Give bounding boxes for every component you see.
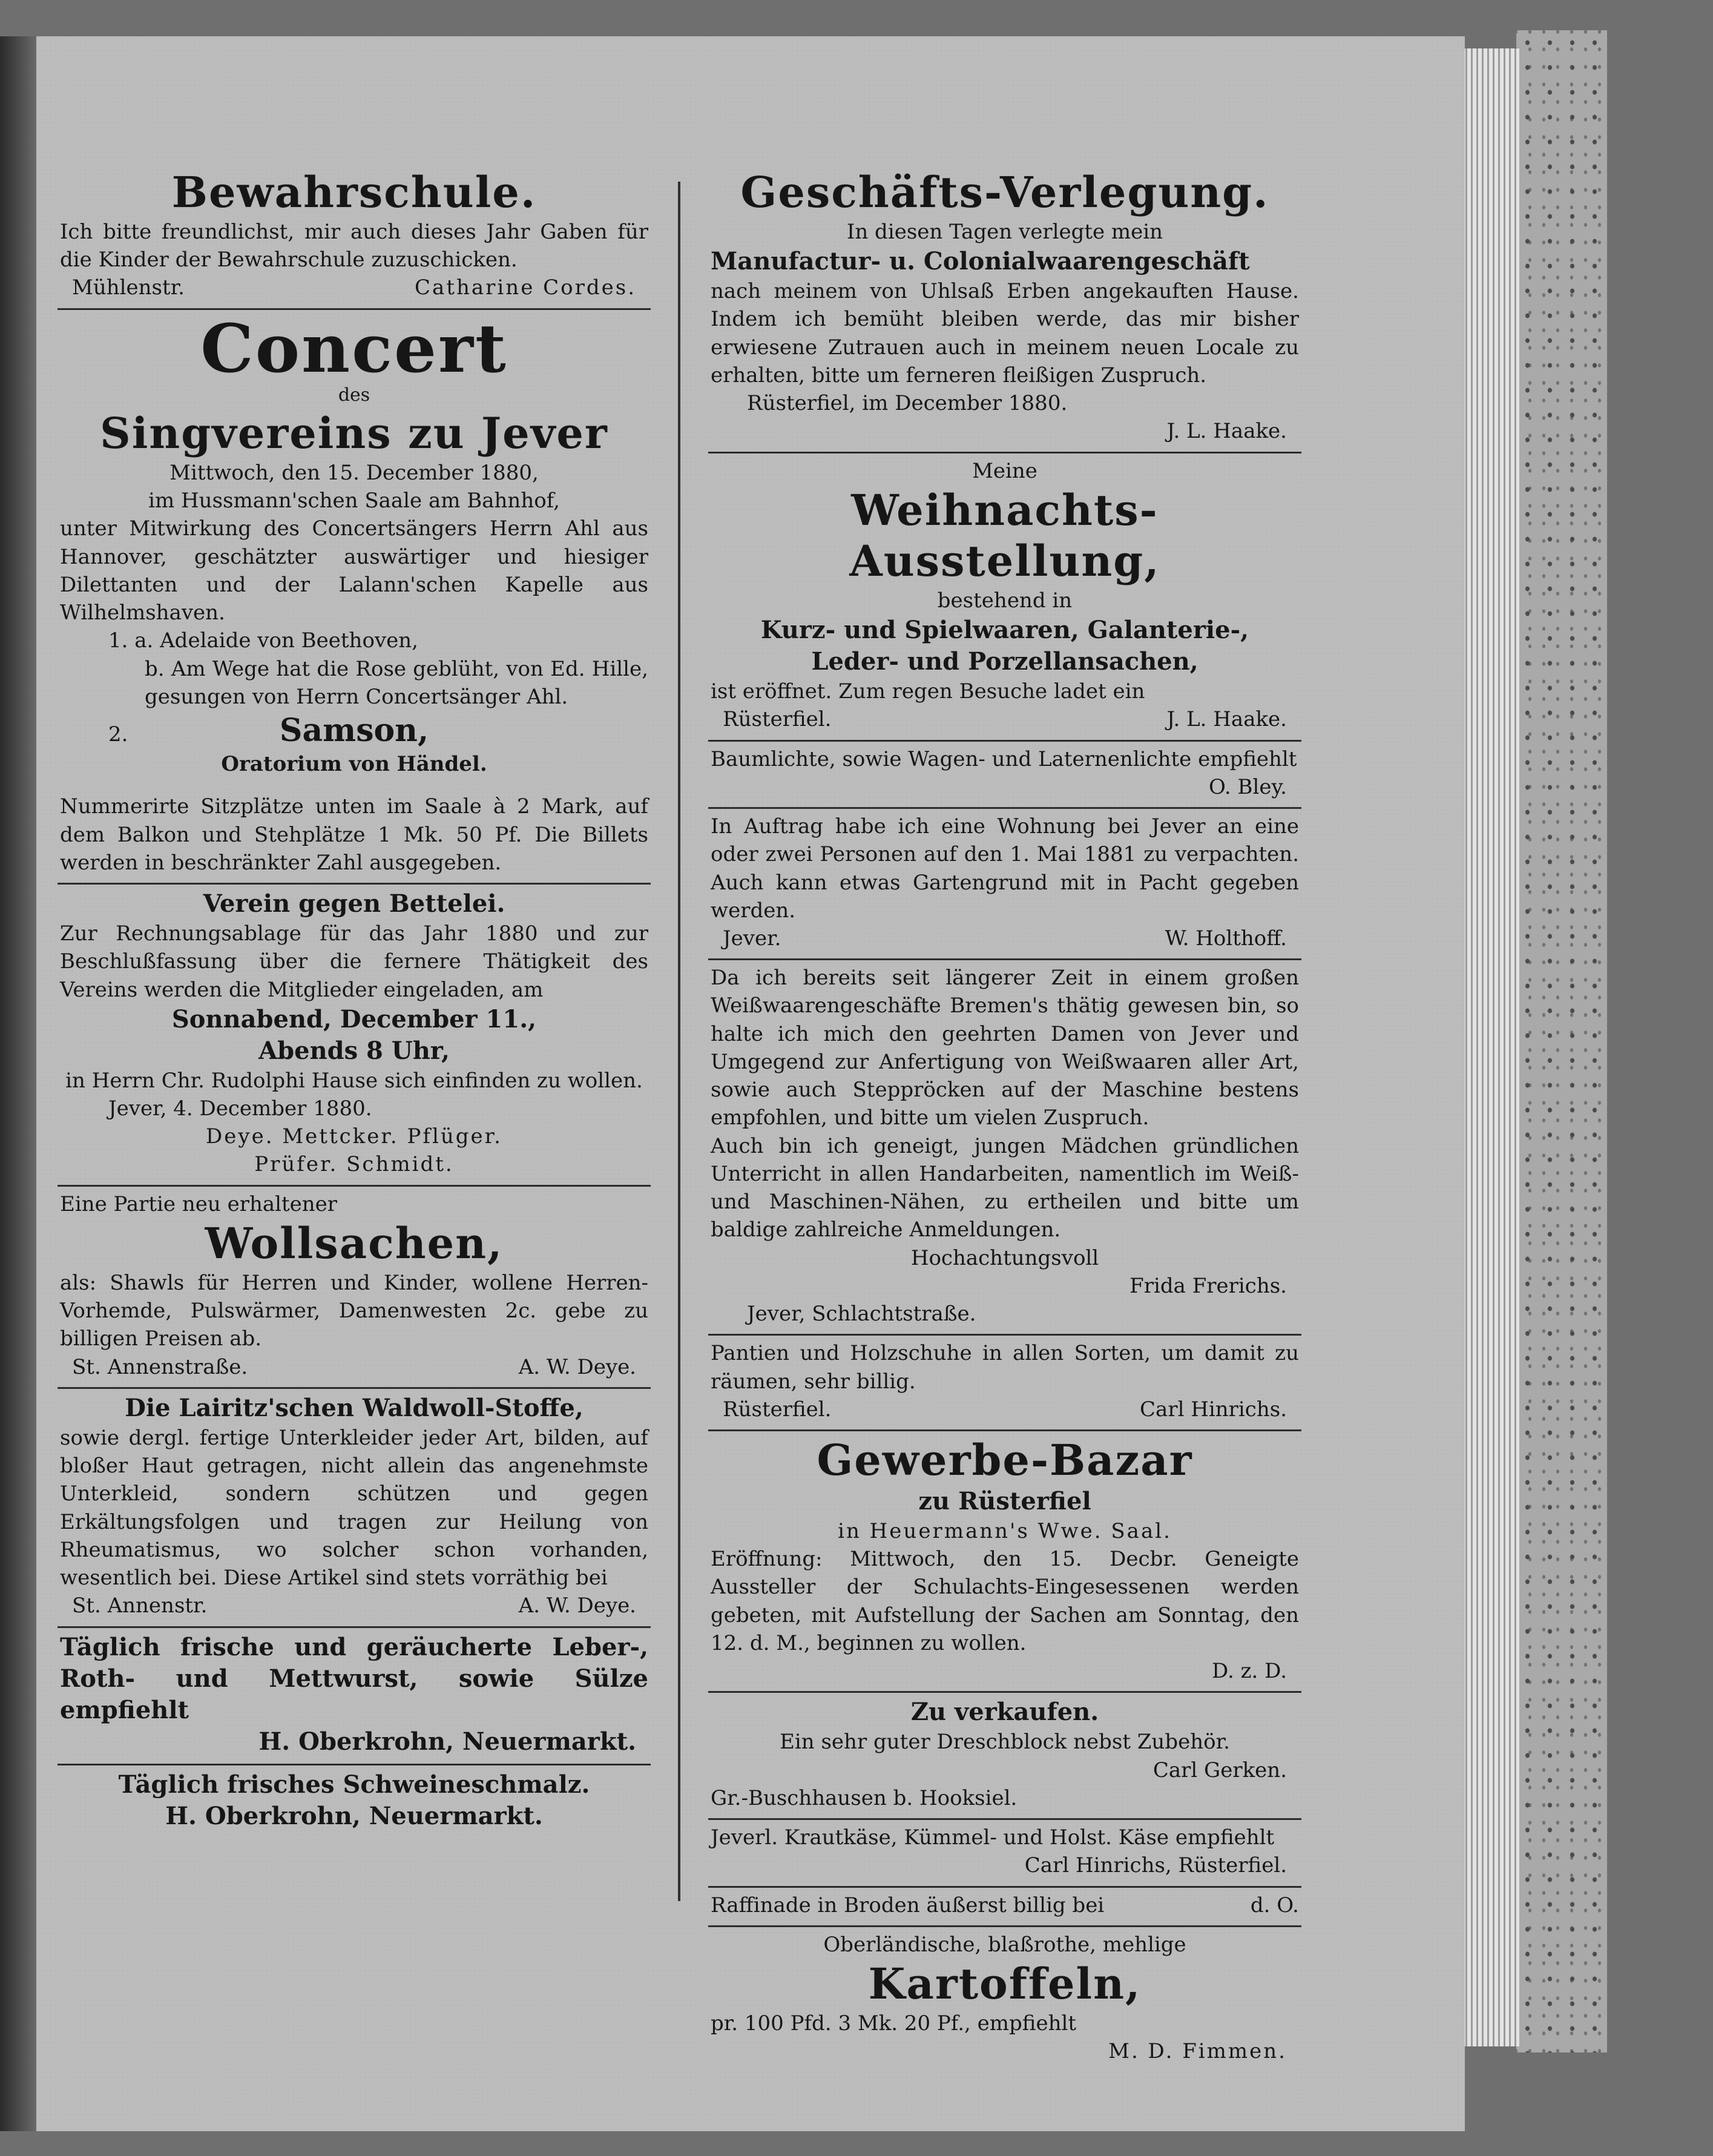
- ad-signer: M. D. Fimmen.: [1108, 2039, 1287, 2064]
- ad-text: Täglich frisches Schweineschmalz.: [118, 1770, 590, 1799]
- right-column: [708, 163, 1301, 2071]
- ad-geschaefts-verlegung: [708, 163, 1301, 453]
- ad-intro: In diesen Tagen verlegte mein: [846, 220, 1163, 244]
- verein-day: Sonnabend, December 11.,: [171, 1004, 537, 1033]
- ad-title: Wollsachen,: [205, 1218, 504, 1268]
- verein-names-1: Deye. Mettcker. Pflüger.: [206, 1124, 502, 1149]
- concert-date: Mittwoch, den 15. December 1880,: [169, 461, 539, 485]
- ad-signer: A. W. Deye.: [518, 1594, 636, 1618]
- concert-venue: im Hussmann'schen Saale am Bahnhof,: [148, 489, 560, 513]
- ad-title: Weihnachts-Ausstellung,: [849, 484, 1160, 586]
- program-item-2-title: Samson,: [279, 712, 429, 750]
- ad-text: als: Shawls für Herren und Kinder, wollene Herren-Vorhemde, Pulswärmer, Damenwesten 2c. gebe zu billigen Preisen ab.: [60, 1270, 648, 1351]
- left-column: [58, 163, 651, 1838]
- ad-line-2: Leder- und Porzellansachen,: [811, 647, 1198, 676]
- verein-names-2: Prüfer. Schmidt.: [254, 1152, 454, 1177]
- ad-meine: Meine: [972, 458, 1037, 483]
- ad-title: Verein gegen Bettelei.: [203, 889, 505, 918]
- ad-signer: J. L. Haake.: [1166, 419, 1287, 444]
- ad-signer: W. Holthoff.: [1165, 926, 1287, 951]
- ad-venue: in Heuermann's Wwe. Saal.: [838, 1518, 1172, 1543]
- verein-time: Abends 8 Uhr,: [258, 1036, 450, 1065]
- ad-text: pr. 100 Pfd. 3 Mk. 20 Pf., empfiehlt: [711, 2011, 1077, 2036]
- ad-kartoffeln: [708, 1927, 1301, 2072]
- ad-raffinade: [708, 1888, 1301, 1927]
- ad-wurst: [58, 1628, 651, 1765]
- ad-title: Die Lairitz'schen Waldwoll-Stoffe,: [125, 1393, 584, 1422]
- ad-wollsachen: [58, 1187, 651, 1389]
- column-divider: [678, 182, 680, 1901]
- ad-text: ist eröffnet. Zum regen Besuche ladet ein: [711, 679, 1145, 704]
- ad-signer: Carl Hinrichs, Rüsterfiel.: [1024, 1853, 1287, 1878]
- ad-verein: [58, 885, 651, 1187]
- ad-text: In Auftrag habe ich eine Wohnung bei Jever an eine oder zwei Personen auf den 1. Mai 1881 zu verpachten. Auch kann etwas Gartengrund mit in Pacht gegeben werden.: [711, 814, 1299, 923]
- ad-text-1: Da ich bereits seit längerer Zeit in einem großen Weißwaarengeschäfte Bremen's thätig gewesen bin, so halte ich mich den geehrten Damen von Jever und Umgegend zur Anfertigung von Weißwaaren aller Art, sowie auch Steppröcken auf der Maschine bestens empfohlen, und bitte um vielen Zuspruch.: [711, 966, 1299, 1130]
- program-item-2-sub: Oratorium von Händel.: [221, 752, 487, 777]
- program-item-2-num: 2.: [108, 722, 128, 747]
- ad-kaese: [708, 1820, 1301, 1887]
- program-item-2: [60, 711, 648, 750]
- ad-place: Jever.: [723, 926, 781, 951]
- verein-location: in Herrn Chr. Rudolphi Hause sich einfinden zu wollen.: [65, 1068, 643, 1093]
- ad-des: des: [338, 384, 370, 406]
- ad-wohnung: [708, 809, 1301, 960]
- ad-greeting: Hochachtungsvoll: [910, 1245, 1099, 1270]
- ad-place: St. Annenstr.: [72, 1594, 208, 1618]
- ad-bestehend: bestehend in: [937, 588, 1073, 613]
- ad-intro: Oberländische, blaßrothe, mehlige: [823, 1932, 1186, 1957]
- ad-text: nach meinem von Uhlsaß Erben angekauften Hause. Indem ich bemüht bleiben werde, das mir bisher erwiesene Zutrauen auch in meinem neuen Locale zu erhalten, bitte um ferneren fleißigen Zuspruch.: [711, 279, 1299, 387]
- ad-lairitz: [58, 1389, 651, 1628]
- ad-subtitle: Singvereins zu Jever: [100, 408, 608, 458]
- ad-sub: zu Rüsterfiel: [918, 1486, 1091, 1515]
- ad-intro: Eine Partie neu erhaltener: [60, 1192, 338, 1216]
- ad-signer: d. O.: [1250, 1893, 1299, 1917]
- ad-gewerbe-bazar: [708, 1431, 1301, 1693]
- ad-signer: D. z. D.: [1211, 1659, 1287, 1684]
- ad-place: Jever, Schlachtstraße.: [747, 1302, 976, 1327]
- ad-weihnachts-ausstellung: [708, 453, 1301, 742]
- ad-text: unter Mitwirkung des Concertsängers Herrn Ahl aus Hannover, geschätzter auswärtiger und hiesiger Dilettanten und der Lalann'schen Kapelle aus Wilhelmshaven.: [60, 516, 648, 625]
- ad-signer: A. W. Deye.: [518, 1354, 636, 1379]
- ad-title: Concert: [200, 309, 508, 387]
- ad-signer: Carl Gerken.: [1152, 1758, 1287, 1782]
- ad-text: Täglich frische und geräucherte Leber-, Roth- und Mettwurst, sowie Sülze empfiehlt: [60, 1632, 648, 1724]
- ad-place: Mühlenstr.: [72, 275, 185, 300]
- ad-text: Raffinade in Broden äußerst billig bei: [711, 1893, 1105, 1917]
- ad-text: Pantien und Holzschuhe in allen Sorten, um damit zu räumen, sehr billig.: [711, 1341, 1299, 1394]
- ad-text: Eröffnung: Mittwoch, den 15. Decbr. Geneigte Aussteller der Schulachts-Eingesessenen werden gebeten, mit Aufstellung der Sachen am Sonntag, den 12. d. M., beginnen zu wollen.: [711, 1547, 1299, 1655]
- concert-prices: Nummerirte Sitzplätze unten im Saale à 2 Mark, auf dem Balkon und Stehplätze 1 Mk. 50 Pf. Die Billets werden in beschränkter Zahl ausgegeben.: [60, 794, 648, 875]
- ad-signer: Catharine Cordes.: [415, 275, 636, 300]
- ad-date: Rüsterfiel, im December 1880.: [747, 391, 1068, 416]
- ad-signature-row: [711, 1396, 1299, 1423]
- ad-signature-row: [60, 274, 648, 302]
- ad-title: Kartoffeln,: [868, 1959, 1142, 2009]
- ad-text: Ein sehr guter Dreschblock nebst Zubehör.: [780, 1730, 1230, 1755]
- ad-zu-verkaufen: [708, 1693, 1301, 1820]
- ad-pantien: [708, 1336, 1301, 1431]
- ad-text: Ich bitte freundlichst, mir auch dieses Jahr Gaben für die Kinder der Bewahrschule zuzuschicken.: [60, 220, 648, 272]
- ad-title: Gewerbe-Bazar: [817, 1434, 1193, 1485]
- ad-concert: [58, 310, 651, 885]
- verein-date: Jever, 4. December 1880.: [108, 1096, 372, 1121]
- ad-weisswaaren: [708, 960, 1301, 1336]
- ad-text: Jeverl. Krautkäse, Kümmel- und Holst. Käse empfiehlt: [711, 1825, 1275, 1850]
- ad-signer: H. Oberkrohn, Neuermarkt.: [258, 1727, 636, 1756]
- ad-signature-row: [60, 1592, 648, 1620]
- ad-signer: J. L. Haake.: [1166, 707, 1287, 732]
- ad-signer: O. Bley.: [1209, 774, 1287, 799]
- ad-signature-row: [60, 1353, 648, 1381]
- ad-title: Bewahrschule.: [171, 167, 537, 217]
- ad-baumlichte: [708, 742, 1301, 809]
- book-gutter: [0, 36, 36, 2131]
- ad-title: Zu verkaufen.: [910, 1698, 1099, 1727]
- book-cover-edge: [1516, 30, 1607, 2052]
- ad-place: Rüsterfiel.: [723, 1397, 832, 1422]
- ad-place: St. Annenstraße.: [72, 1354, 248, 1379]
- ad-text: sowie dergl. fertige Unterkleider jeder Art, bilden, auf bloßer Haut getragen, nicht allein das angenehmste Unterkleid, sondern schützen und gegen Erkältungsfolgen und tragen zur Heilung von Rheumatismus, wo solcher schon vorhanden, wesentlich bei. Diese Artikel sind stets vorräthig bei: [60, 1425, 648, 1591]
- ad-text: Baumlichte, sowie Wagen- und Laternenlichte empfiehlt: [711, 747, 1297, 771]
- ad-signer: Carl Hinrichs.: [1140, 1397, 1287, 1422]
- ad-title: Geschäfts-Verlegung.: [740, 167, 1269, 217]
- ad-signer: H. Oberkrohn, Neuermarkt.: [165, 1801, 543, 1830]
- program-item-1b: b. Am Wege hat die Rose geblüht, von Ed. Hille, gesungen von Herrn Concertsänger Ahl.: [145, 656, 648, 709]
- ad-text: Zur Rechnungsablage für das Jahr 1880 und zur Beschlußfassung über die fernere Thätigkeit des Vereins werden die Mitglieder eingeladen, am: [60, 921, 648, 1002]
- ad-text-2: Auch bin ich geneigt, jungen Mädchen gründlichen Unterricht in allen Handarbeiten, namentlich im Weiß- und Maschinen-Nähen, zu ertheilen und bitte um baldige zahlreiche Anmeldungen.: [711, 1133, 1299, 1242]
- program-item-1a: 1. a. Adelaide von Beethoven,: [108, 628, 418, 653]
- ad-line-1: Kurz- und Spielwaaren, Galanterie-,: [760, 616, 1249, 645]
- ad-signature-row: [711, 925, 1299, 952]
- ad-signature-row: [711, 705, 1299, 733]
- ad-place: Gr.-Buschhausen b. Hooksiel.: [711, 1785, 1018, 1810]
- ad-schmalz: [58, 1765, 651, 1838]
- ad-place: Rüsterfiel.: [723, 707, 832, 732]
- ad-bewahrschule: [58, 163, 651, 310]
- ad-signer: Frida Frerichs.: [1129, 1273, 1287, 1298]
- ad-business: Manufactur- u. Colonialwaarengeschäft: [711, 247, 1250, 276]
